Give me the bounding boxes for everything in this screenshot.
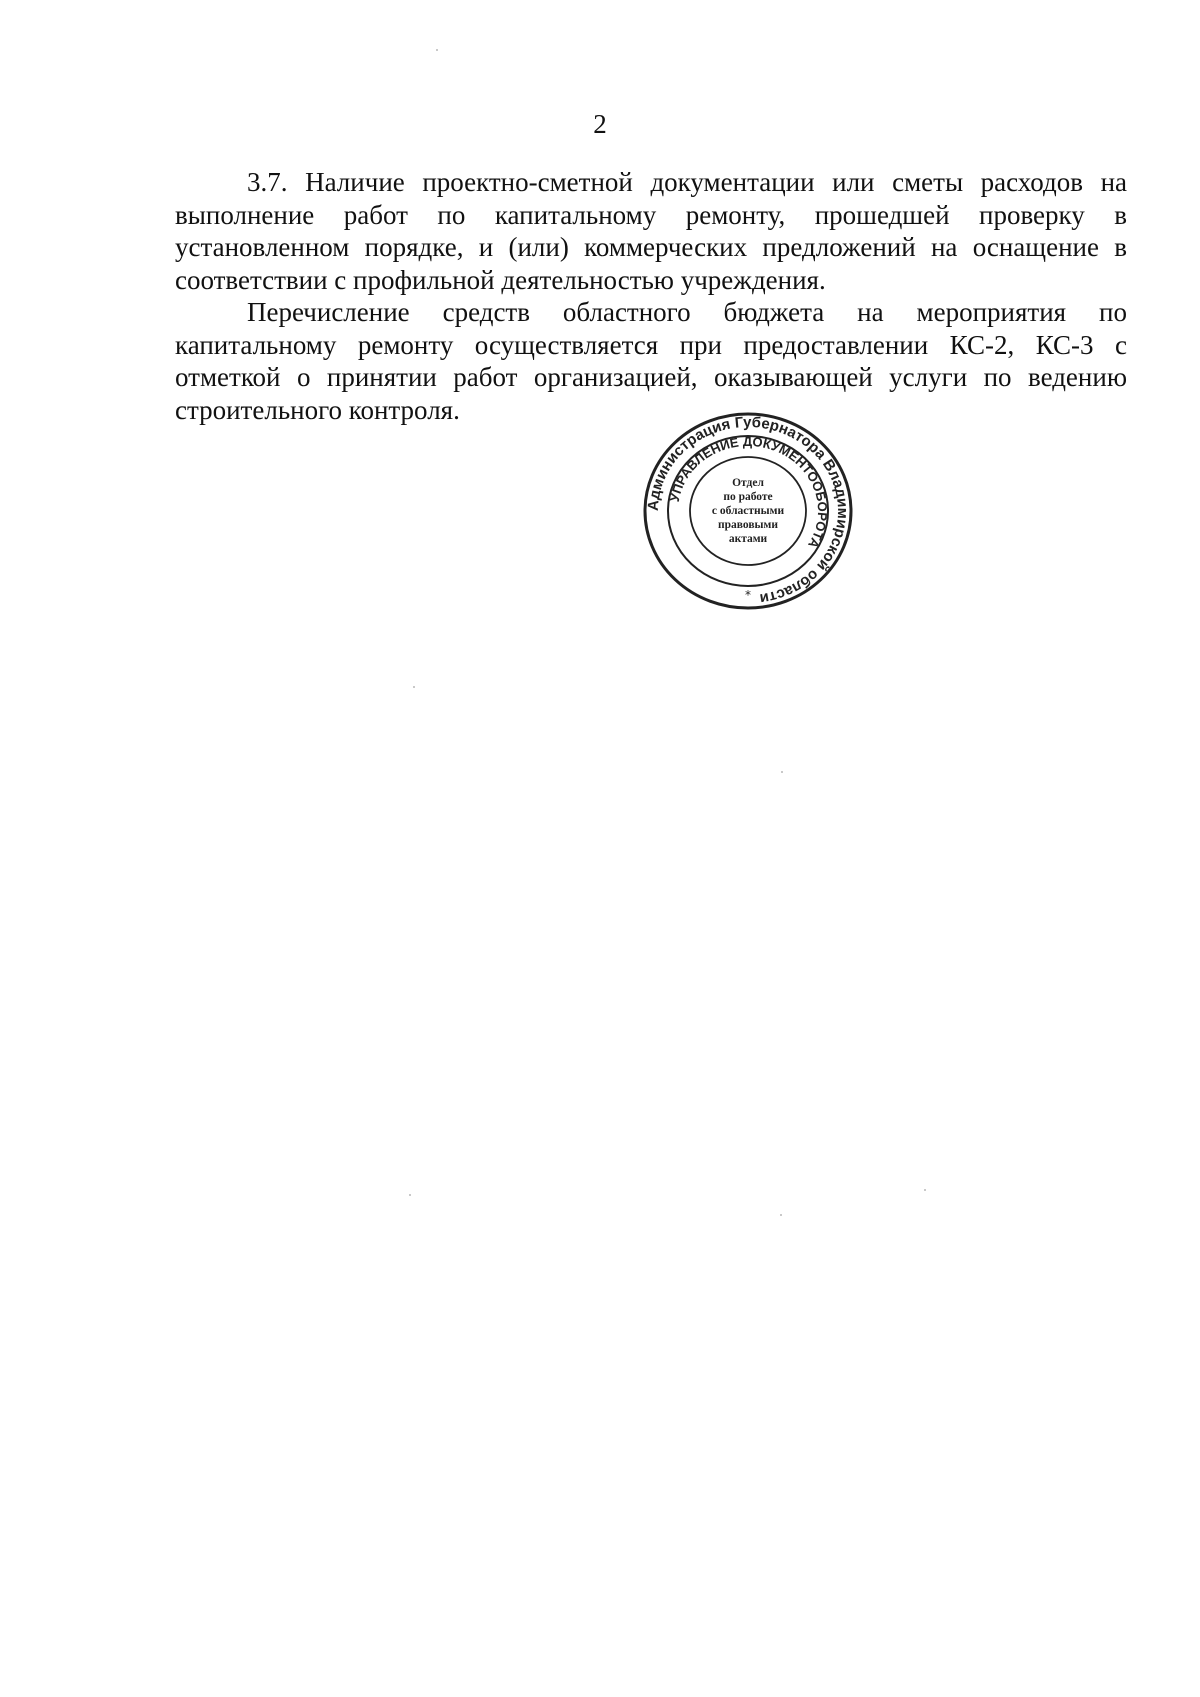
stamp-star-icon: *: [745, 588, 751, 602]
stamp-center-line: актами: [728, 533, 768, 545]
scan-speck: [781, 771, 783, 773]
page-number: 2: [593, 109, 607, 139]
official-stamp: [642, 411, 854, 611]
paragraph-capital-repair-documentation: 3.7. Наличие проектно-сметной документации или сметы расходов на выполнение работ по капитальному ремонту, прошедшей проверку в установленном порядке, и (или) коммерческих предложений на оснащение в соответствии с профильной деятельностью учреждения.: [175, 167, 1127, 295]
scan-speck: [413, 686, 415, 688]
scan-speck: [409, 1194, 411, 1196]
stamp-outer-text-path: Администрация Губернатора Владимирской области: [644, 413, 852, 608]
scan-speck: [780, 1214, 782, 1216]
scan-speck: [436, 49, 438, 51]
paragraph-funds-transfer: Перечисление средств областного бюджета на мероприятия по капитальному ремонту осуществляется при предоставлении КС-2, КС-3 с отметкой о принятии работ организацией, оказывающей услуги по ведению строительного контроля.: [175, 297, 1127, 425]
stamp-seal-graphic: [642, 411, 854, 611]
stamp-inner-text-path: УПРАВЛЕНИЕ ДОКУМЕНТООБОРОТА: [666, 433, 831, 551]
stamp-center-line: по работе: [723, 491, 773, 503]
stamp-center-line: с областными: [711, 505, 785, 517]
stamp-center-line: правовыми: [717, 519, 779, 531]
stamp-center-line: Отдел: [732, 477, 764, 489]
document-body: [175, 166, 1127, 426]
scan-speck: [924, 1189, 926, 1191]
